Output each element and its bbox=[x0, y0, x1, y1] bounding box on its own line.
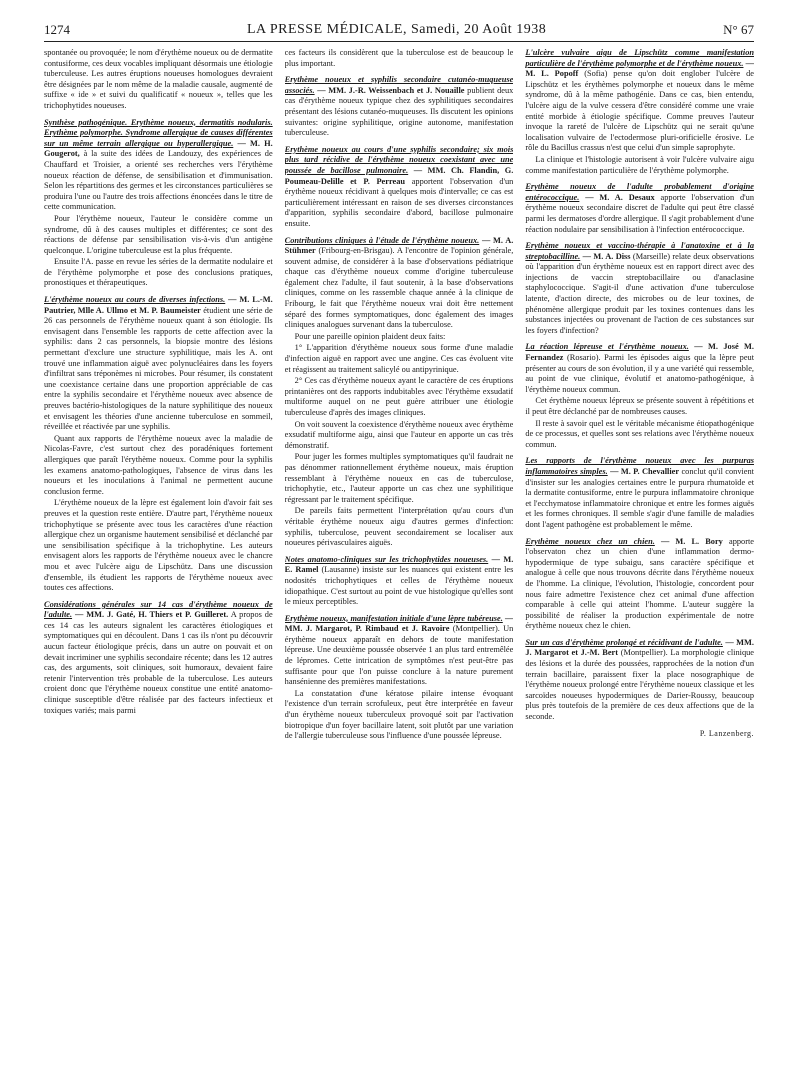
abstract-authors: — MM. Ch. Flandin, G. Poumeau-Delille et P. Perreau bbox=[284, 165, 514, 186]
abstract-entry bbox=[285, 236, 514, 331]
abstract-heading: Erythème noueux au cours d'une syphilis secondaire; six mois plus tard récidive de l'érythème noueux coexistant avec une poussée de bacillose pulmonaire. bbox=[284, 144, 514, 175]
body-paragraph: La clinique et l'histologie autorisent à voir l'ulcère vulvaire aigu comme manifestation particulière de l'érythème polymorphe. bbox=[525, 154, 755, 175]
article-columns bbox=[44, 48, 754, 1072]
abstract-entry bbox=[525, 456, 754, 530]
abstract-authors: — M. A. Diss bbox=[582, 251, 631, 261]
body-paragraph: On voit souvent la coexistence d'érythème noueux avec érythème exsudatif multiforme aigu, ainsi que l'auteur en apporte un cas très démonstratif. bbox=[284, 419, 514, 450]
abstract-authors: — M. H. Gougerot, bbox=[44, 138, 273, 159]
body-paragraph: Ensuite l'A. passe en revue les séries de la dermatite nodulaire et de l'érythème polymorphe et pose des conclusions pratiques, pronostiques et thérapeutiques. bbox=[44, 257, 273, 288]
abstract-text: (Marseille) relate deux observations où l'apparition d'un érythème noueux est en rapport direct avec des injections de vaccin streptobacillaire ou d'anaclasine staphylococcique. S'agit-il d'une activation d'une tuberculose latente, d'action directe, des microbes ou de leur toxines, de phénomène allergique produit par les toxines contenues dans les substances injectées ou provenant de l'action de ces substances sur les foyers d'infection? bbox=[525, 251, 755, 335]
abstract-entry bbox=[44, 600, 273, 717]
abstract-heading: Notes anatomo-cliniques sur les trichophytides noueuses. bbox=[284, 554, 489, 564]
abstract-entry bbox=[525, 48, 754, 154]
abstract-entry bbox=[525, 182, 754, 235]
abstract-heading: Contributions cliniques à l'étude de l'érythème noueux. bbox=[284, 235, 480, 245]
abstract-entry bbox=[285, 75, 514, 139]
abstract-authors: — MM. J. Margarot, P. Rimbaud et J. Ravoire bbox=[284, 613, 514, 634]
body-paragraph: Pour une pareille opinion plaident deux faits: bbox=[294, 331, 446, 341]
abstract-entry bbox=[44, 295, 273, 433]
column-3 bbox=[525, 48, 754, 1072]
abstract-heading: Les rapports de l'érythème noueux avec les purpuras inflammatoires simples. bbox=[525, 456, 755, 476]
abstract-entry bbox=[525, 638, 754, 723]
abstract-text: étudient une série de 26 cas personnels de l'érythème noueux quant à son étiologie. Ils envisagent dans l'ensemble les rapports de cette affection avec la syphilis: dans 2 cas personnels, la biopsie montre des lésions permettant d'exclure une structure syphilitique, mais les A. ont trouvé une inflammation aiguë avec polynucléaires dans les foyers d'infiltrat sans tréponèmes ni microbes. Pour résumer, ils constatent une coexistance certaine dans une proportion appréciable de cas entre la syphilis secondaire et l'érythème noueux avec absence de preuves bactério-histologiques de la nature syphilitique des noueux et envisagent les théories d'une ancienne tuberculose en sommeil, réveillée et réactivée par une syphilis. bbox=[44, 305, 273, 432]
abstract-entry bbox=[285, 555, 514, 608]
author-signature: P. Lanzenberg. bbox=[699, 728, 755, 738]
abstract-text: à la suite des idées de Landouzy, des expériences de Chauffard et Troisier, a orienté ses recherches vers l'érythème noueux réaction de défense, de sensibilisation et d'immunisation. Selon les répartitions des germes et les circonstances particulières se produira l'une ou l'autre des trois affections énoncées dans le titre de cette communication. bbox=[44, 149, 273, 212]
body-paragraph: Quant aux rapports de l'érythème noueux avec la maladie de Nicolas-Favre, c'est surtout chez des poradéniques fortement allergiques que paraît l'érythème noueux. Comme pour la syphilis les examens anatomo-pathologiques, l'absence de virus dans les noueurs et les inoculations à l'animal ne permettent aucune conclusion ferme. bbox=[44, 433, 273, 496]
abstract-heading: L'érythème noueux au cours de diverses infections. bbox=[44, 295, 226, 305]
body-paragraph: La constatation d'une kératose pilaire intense évoquant l'existence d'un terrain scrofuleux, peut être interprétée en faveur d'un érythème noueux tuberculeux provoqué soit par l'activation biotropique d'un foyer bacillaire latent, soit plutôt par une variation de l'allergie tuberculeuse sous l'influence d'une poussée lépreuse. bbox=[284, 688, 514, 741]
abstract-entry bbox=[44, 118, 273, 213]
page-header bbox=[44, 16, 754, 42]
abstract-text: publient deux cas d'érythème noueux typique chez des syphilitiques secondaires présentant des lésions cutanéo-muqueuses. Ils discutent les opinions suivantes: origine syphilitique, origine autonome, manifestation tuberculeuse. bbox=[284, 85, 514, 138]
abstract-heading: La réaction lépreuse et l'érythème noueux. bbox=[525, 342, 689, 352]
abstract-authors: — M. P. Chevallier bbox=[610, 466, 680, 476]
body-paragraph: 1° L'apparition d'érythème noueux sous forme d'une maladie d'infection aiguë en rapport avec une angine. Ces cas évoluent vite et réagissent au traitement salicylé ou antipyrinique. bbox=[284, 343, 514, 374]
abstract-text: conclut qu'il convient d'insister sur les analogies certaines entre le purpura rhumatoïde et la dermatite contusiforme, entre le purpura inflammatoire chronique et l'ecchymatose inflammatoire chronique et entre les formes aiguës et les formes chroniques. Il semble s'agir d'une famille de maladies dont l'agent pathogène est probablement le même. bbox=[525, 466, 755, 529]
body-paragraph: L'érythème noueux de la lèpre est également loin d'avoir fait ses preuves et la question reste entière. D'autre part, l'érythème noueux trichophytique se présente avec tous les caractères d'une réaction allergique chez un organisme hautement sensibilisé et déclanché par une sensibilisation spécifique à la trichophytine. Les auteurs envisagent alors les rapports de l'érythème noueux avec le chancre mou et avec l'ulcère aigu de Lipschütz. Dans une discussion d'ensemble, ils étudient les rapports de l'érythème noueux avec toutes ces affections. bbox=[44, 498, 273, 593]
abstract-authors: — M. L. Popoff bbox=[525, 58, 755, 79]
column-1 bbox=[44, 48, 273, 1072]
abstract-entry bbox=[285, 614, 514, 688]
abstract-text: (Montpellier). La morphologie clinique des lésions et la durée des poussées, rapprochées de la notion d'un terrain bacillaire, paraissent fixer la place nosographique de l'érythème noueux prolongé entre l'érythème noueux classique et les sarcoïdes noueuses hypodermiques de Darier-Roussy, beaucoup plus près toutefois de la première de ces deux affections que de la seconde. bbox=[525, 648, 755, 722]
abstract-heading: Sur un cas d'érythème prolongé et récidivant de l'adulte. bbox=[525, 637, 723, 647]
journal-title: LA PRESSE MÉDICALE, Samedi, 20 Août 1938 bbox=[246, 22, 547, 37]
abstract-text: (Montpellier). Un érythème noueux apparaît en dehors de toute manifestation lépreuse. Une deuxième poussée observée 1 an plus tard entremêlée de lépromes. Cette intrication de symptômes n'est peut-être pas suffisante pour que l'on puisse conclure à la nature purement hansénienne des premières manifestations. bbox=[284, 624, 514, 687]
abstract-text: apporte l'observation d'un érythème noueux secondaire discret de l'adulte qui peut être classé parmi les dermatoses d'ordre allergique. Il s'agit probablement d'une réaction nodulaire par sensibilisation à l'infection entérococcique. bbox=[525, 192, 755, 234]
abstract-heading: Erythème noueux, manifestation initiale d'une lèpre tubéreuse. bbox=[284, 613, 503, 623]
abstract-text: (Rosario). Parmi les épisodes aigus que la lèpre peut présenter au cours de son évolution, il y a une variété qui ressemble, au point de vue clinique, évolutif et anatomo-pathogénique, à l'érythème noueux commun. bbox=[525, 353, 755, 394]
abstract-authors: — M. A. Stühmer bbox=[284, 235, 514, 256]
abstract-text: (Lausanne) insiste sur les nuances qui existent entre les nodosités trichophytiques et celles de l'érythème noueux idiopathique. C'est surtout au point de vue histologique qu'elles sont le mieux perceptibles. bbox=[284, 565, 514, 607]
abstract-authors: — M. L.-M. Pautrier, Mlle A. Ullmo et M. P. Baumeister bbox=[44, 295, 273, 315]
abstract-heading: Considérations générales sur 14 cas d'érythème noueux de l'adulte. bbox=[44, 599, 273, 620]
abstract-entry bbox=[285, 145, 514, 230]
body-paragraph: Pour juger les formes multiples symptomatiques qu'il faudrait ne pas dénommer rationnellement érythème noueux, mais éruption ressemblant à l'érythème noueux en cas de tuberculose, trichophytie, etc., l'auteur apporte un cas chez une syphilitique régressant par le traitement spécifique. bbox=[284, 452, 514, 504]
abstract-heading: Erythème noueux chez un chien. bbox=[525, 536, 655, 546]
abstract-authors: — M. José M. Fernandez bbox=[525, 342, 755, 363]
abstract-entry bbox=[525, 537, 754, 632]
abstract-authors: — MM. J. Gaté, H. Thiers et P. Guilleret. bbox=[74, 610, 229, 620]
abstract-text: (Sofia) pense qu'on doit englober l'ulcère de Lipschütz et les érythèmes polymorphe et noueux dans le même syndrome, dû à la même pathogénie. Dans ce cas, bien entendu, l'ulcère aigu de la vulve cessera d'être considéré comme une vraie entité morbide à étiologie spécifique. Comme preuves l'auteur invoque la rareté de l'ulcère de Lipschütz qui ne serait qu'une localisation vulvaire de l'ectodermose pluri-orificielle érosive. Le rôle du Bacillus crassus n'est que celui d'un simple saprophyte. bbox=[525, 69, 755, 153]
abstract-text: apporte l'observaton chez un chien d'une inflammation dermo-hypodermique de type subaigu, sans caractère spécifique et analogue à celle que nous trouvons décrite dans l'érythème noueux de l'homme. La clinique, l'évolution, l'histologie, concordent pour nous faire admettre l'existence chez cet animal d'une affection comparable à celle qui atteint l'homme. L'auteur suggère la possibilité de réaliser la production expérimentale de notre érythème noueux chez le chien. bbox=[525, 536, 755, 631]
column-2 bbox=[285, 48, 514, 1072]
abstract-text: A propos de ces 14 cas les auteurs signalent les caractères étiologiques et symptomatiques qui en découlent. Dans 1 cas ils n'ont pu découvrir aucun facteur étiologique précis, dans un autre on pouvait et on devait incriminer une syphilis secondaire récente; dans les 12 autres cas, des arguments, soit cliniques, soit humoraux, devaient faire retenir l'intervention très probable de la tuberculose. Les auteurs croient donc que l'érythème noueux constitue une entité anatomo-clinique susceptible d'être réalisée par des facteurs infectieux et toxiques variés; mais parmi bbox=[44, 610, 273, 715]
abstract-text: (Fribourg-en-Brisgau). A l'encontre de l'opinion générale, souvent admise, de considérer à la base d'observations pédiatrique chaque cas d'érythème noueux comme d'origine tuberculeuse également chez l'adulte, il faut soutenir, à la base d'observations cliniques, comme on les rassemble chaque année à la clinique de Fribourg, le fait que l'érythème noueux vrai doit être nettement séparé des formes symptomatiques, donc également des images cliniques analogues survenant dans la tuberculose. bbox=[284, 246, 514, 330]
page-number: 1274 bbox=[44, 22, 70, 37]
body-paragraph: Il reste à savoir quel est le véritable mécanisme étiopathogénique de ce processus, et quelles sont ses relations avec l'érythème noueux commun. bbox=[525, 418, 755, 449]
issue-number: N° 67 bbox=[723, 22, 754, 37]
body-paragraph: Pour l'érythème noueux, l'auteur le considère comme un syndrome, dû à des causes multiples et différentes; ce sont des réactions de défense par sensibilisation vis-à-vis d'un antigène quelconque. L'origine tuberculeuse est la plus fréquente. bbox=[44, 213, 273, 255]
abstract-heading: Erythème noueux et syphilis secondaire cutanéo-muqueuse associés. bbox=[284, 75, 514, 95]
abstract-entry bbox=[525, 342, 754, 395]
abstract-authors: — MM. J. Margarot et J.-M. Bert bbox=[525, 637, 755, 658]
body-paragraph: Cet érythème noueux lépreux se présente souvent à répétitions et il peut être déclanché par de nombreuses causes. bbox=[525, 396, 755, 416]
body-paragraph: spontanée ou provoquée; le nom d'érythème noueux ou de dermatite contusiforme, ces deux vocables impliquant désormais une étiologie tuberculeuse. Les autres éruptions noueuses homologues devraient être désignées par le nom même de la maladie causale, augmenté de suffixe « ide » et suivi du qualificatif « noueux », telles que les trichophytides noueuses. bbox=[44, 48, 273, 110]
abstract-heading: Erythème noueux et vaccino-thérapie à l'anatoxine et à la streptobacilline. bbox=[525, 241, 755, 261]
body-paragraph: De pareils faits permettent l'interprétation qu'au cours d'un véritable érythème noueux aigu d'autres germes d'infection: syphilis, tuberculose, peuvent secondairement se localiser aux noueures périvasculaires aiguës. bbox=[284, 506, 514, 548]
abstract-authors: — MM. J.-R. Weissenbach et J. Nouaille bbox=[317, 85, 465, 95]
abstract-authors: — M. E. Ramel bbox=[284, 554, 514, 575]
body-paragraph: 2° Ces cas d'érythème noueux ayant le caractère de ces éruptions printanières ont des rapports indubitables avec l'érythème exsudatif multiforme auquel on ne peut guère attribuer une étiologie tuberculeuse d'après des images cliniques. bbox=[284, 376, 514, 417]
body-paragraph: ces facteurs ils considèrent que la tuberculose est de beaucoup le plus important. bbox=[284, 48, 514, 68]
abstract-heading: Synthèse pathogénique. Erythème noueux, dermatitis nodularis. Erythème polymorphe. Syndrome allergique de causes différentes sur un même terrain allergique ou hyperallergique. bbox=[44, 117, 273, 148]
abstract-authors: — M. A. Desaux bbox=[585, 192, 655, 202]
abstract-heading: L'ulcère vulvaire aigu de Lipschütz comme manifestation particulière de l'érythème polymorphe et de l'érythème noueux. bbox=[525, 48, 755, 68]
abstract-text: apportent l'observation d'un érythème noueux récidivant à quelques mois d'intervalle; ce cas est particulièrement intéressant en raison de ses diverses circonstances d'apparition, syphilis secondaire d'abord, bacillose pulmonaire ensuite. bbox=[284, 176, 514, 228]
abstract-entry bbox=[525, 241, 754, 336]
abstract-authors: — M. L. Bory bbox=[660, 536, 723, 546]
abstract-heading: Erythème noueux de l'adulte probablement d'origine entérococcique. bbox=[525, 182, 755, 202]
